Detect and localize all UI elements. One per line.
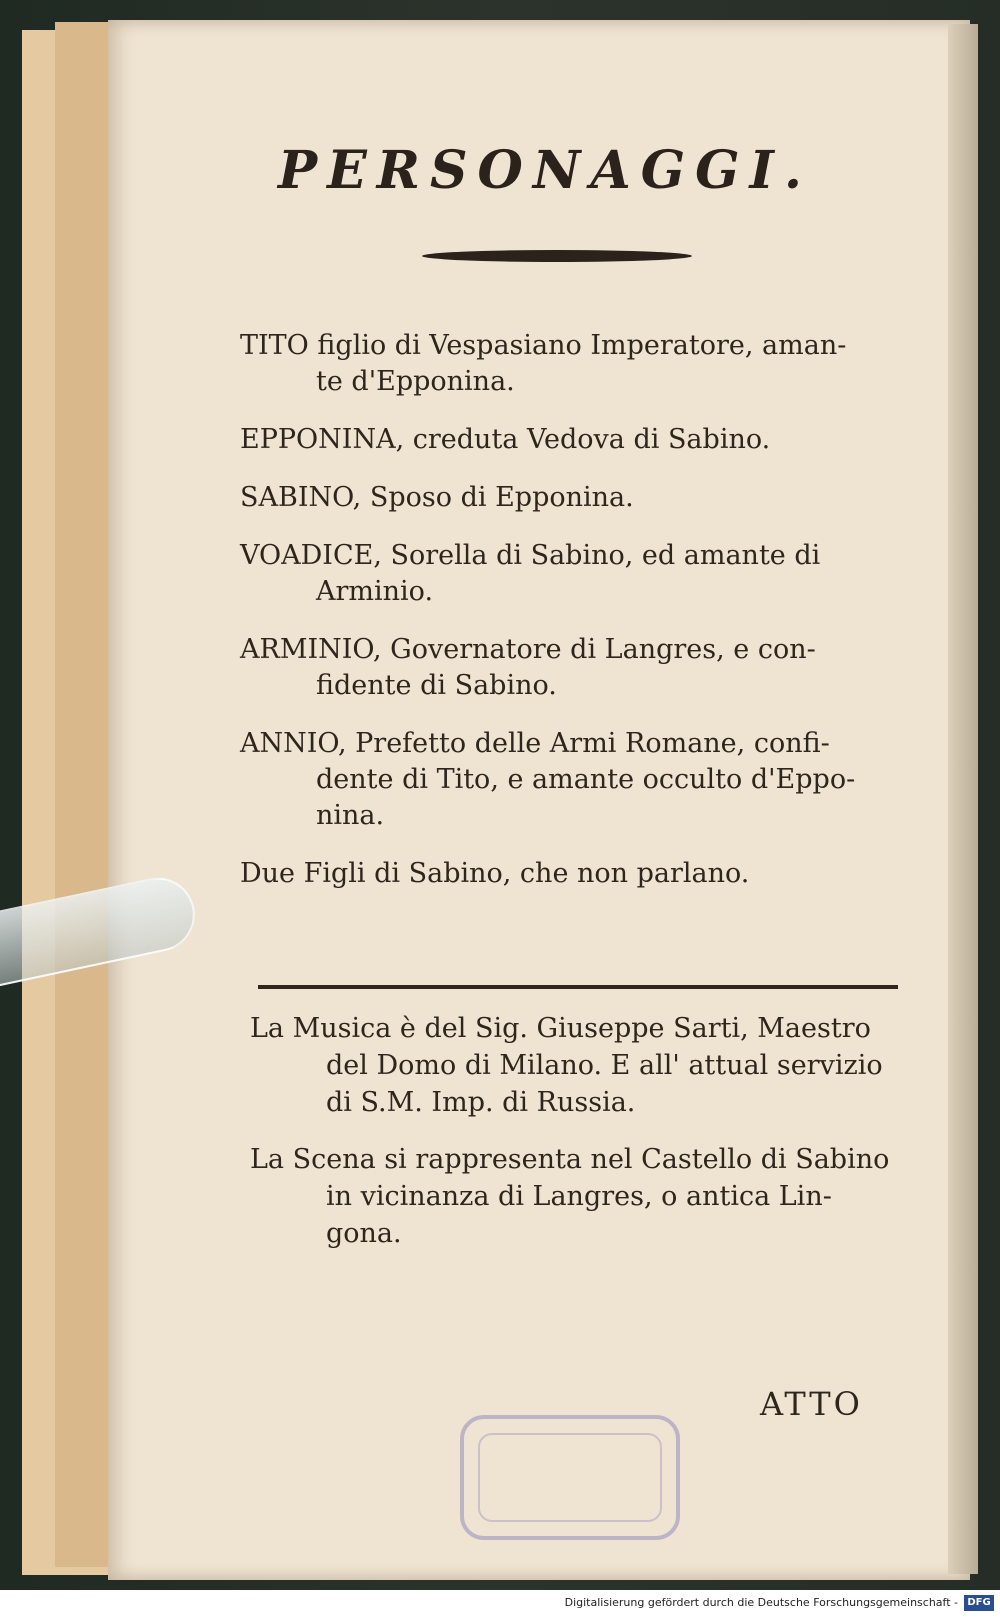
entry-line: EPPONINA, creduta Vedova di Sabino. bbox=[240, 424, 771, 455]
note-line: di S.M. Imp. di Russia. bbox=[326, 1087, 636, 1118]
note-line: La Scena si rappresenta nel Castello di Sabino bbox=[250, 1144, 890, 1175]
library-stamp bbox=[460, 1415, 680, 1540]
character-entry-figli bbox=[240, 856, 900, 892]
entry-line: ANNIO, Prefetto delle Armi Romane, confi- bbox=[240, 728, 830, 759]
note-line: in vicinanza di Langres, o antica Lin- bbox=[326, 1181, 832, 1212]
character-entry-annio bbox=[240, 726, 900, 834]
dfg-logo-icon: DFG bbox=[964, 1595, 994, 1611]
character-entry-sabino bbox=[240, 480, 900, 516]
page-edge bbox=[948, 24, 978, 1574]
entry-line: fidente di Sabino. bbox=[316, 670, 557, 701]
entry-line: VOADICE, Sorella di Sabino, ed amante di bbox=[240, 540, 821, 571]
footer-bar bbox=[0, 1590, 1000, 1617]
entry-line: Arminio. bbox=[316, 576, 434, 607]
entry-line: te d'Epponina. bbox=[316, 366, 515, 397]
character-entry-tito bbox=[240, 328, 900, 400]
character-entry-epponina bbox=[240, 422, 900, 458]
entry-line: SABINO, Sposo di Epponina. bbox=[240, 482, 634, 513]
note-line: La Musica è del Sig. Giuseppe Sarti, Maestro bbox=[250, 1013, 871, 1044]
character-list bbox=[240, 328, 900, 914]
entry-line: dente di Tito, e amante occulto d'Eppo- bbox=[316, 764, 856, 795]
character-entry-arminio bbox=[240, 632, 900, 704]
footer-credit: Digitalisierung gefördert durch die Deutsche Forschungsgemeinschaft - bbox=[564, 1596, 958, 1609]
note-scene bbox=[250, 1141, 910, 1252]
entry-line: Due Figli di Sabino, che non parlano. bbox=[240, 858, 750, 889]
production-notes bbox=[250, 1010, 910, 1272]
note-line: gona. bbox=[326, 1218, 402, 1249]
page-title: PERSONAGGI. bbox=[278, 140, 812, 201]
entry-line: nina. bbox=[316, 800, 385, 831]
entry-line: ARMINIO, Governatore di Langres, e con- bbox=[240, 634, 816, 665]
note-music bbox=[250, 1010, 910, 1121]
character-entry-voadice bbox=[240, 538, 900, 610]
catchword: ATTO bbox=[760, 1385, 863, 1423]
library-stamp-inner bbox=[478, 1433, 662, 1522]
title-ornament-rule bbox=[422, 250, 692, 262]
section-divider bbox=[258, 985, 898, 989]
note-line: del Domo di Milano. E all' attual servizio bbox=[326, 1050, 883, 1081]
entry-line: TITO figlio di Vespasiano Imperatore, aman- bbox=[240, 330, 847, 361]
